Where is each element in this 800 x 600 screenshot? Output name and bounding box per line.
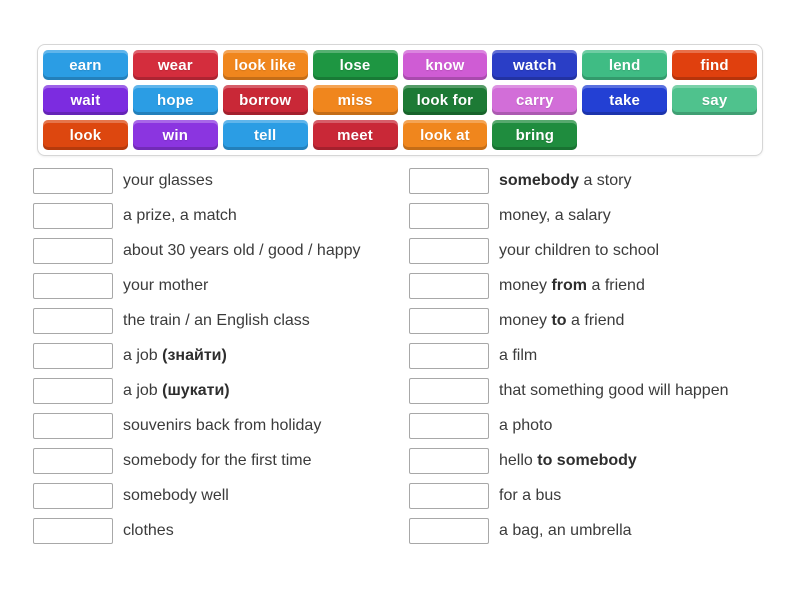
clue-text-segment: to <box>551 312 567 329</box>
clue-text-segment: a job <box>123 347 163 364</box>
answer-drop-zone[interactable] <box>33 448 113 474</box>
right-column <box>409 168 785 553</box>
clue-text <box>123 242 361 260</box>
clue-text-segment: your mother <box>123 277 209 294</box>
answer-drop-zone[interactable] <box>409 308 489 334</box>
word-bank-item[interactable]: find <box>672 50 757 80</box>
answer-drop-zone[interactable] <box>33 378 113 404</box>
match-row <box>33 343 409 369</box>
match-row <box>409 378 785 404</box>
answer-drop-zone[interactable] <box>33 518 113 544</box>
answer-drop-zone[interactable] <box>33 273 113 299</box>
match-row <box>409 483 785 509</box>
match-row <box>409 448 785 474</box>
word-bank-item[interactable]: tell <box>223 120 308 150</box>
clue-text-segment: that something good will happen <box>499 382 729 399</box>
clue-text-segment: a story <box>579 172 632 189</box>
match-row <box>33 168 409 194</box>
word-bank-item[interactable]: carry <box>492 85 577 115</box>
clue-text <box>123 347 227 365</box>
word-bank <box>37 44 763 156</box>
clue-text <box>123 382 230 400</box>
clue-text-segment: a prize, a match <box>123 207 237 224</box>
clue-text <box>499 417 552 435</box>
match-row <box>409 203 785 229</box>
clue-text-segment: hello <box>499 452 538 469</box>
match-row <box>33 413 409 439</box>
clue-text <box>499 172 631 190</box>
clue-text <box>499 487 561 505</box>
clue-text-segment: a friend <box>566 312 625 329</box>
match-row <box>33 483 409 509</box>
left-column <box>33 168 409 553</box>
clue-text-segment: somebody for the first time <box>123 452 312 469</box>
word-bank-row <box>43 120 757 150</box>
clue-text-segment: (шукати) <box>162 382 230 399</box>
clue-text-segment: for a bus <box>499 487 562 504</box>
word-bank-item[interactable]: say <box>672 85 757 115</box>
match-row <box>409 168 785 194</box>
clue-text-segment: money <box>499 277 552 294</box>
clue-text-segment: money <box>499 312 552 329</box>
clue-text-segment: souvenirs back from holiday <box>123 417 322 434</box>
match-row <box>33 308 409 334</box>
clue-text <box>123 312 310 330</box>
answer-drop-zone[interactable] <box>409 413 489 439</box>
answer-drop-zone[interactable] <box>409 203 489 229</box>
match-row <box>409 238 785 264</box>
match-row <box>409 308 785 334</box>
word-bank-item[interactable]: wait <box>43 85 128 115</box>
match-row <box>33 273 409 299</box>
answer-drop-zone[interactable] <box>33 343 113 369</box>
answer-drop-zone[interactable] <box>409 168 489 194</box>
word-bank-item[interactable]: lose <box>313 50 398 80</box>
clue-text <box>499 522 632 540</box>
answer-drop-zone[interactable] <box>33 238 113 264</box>
word-bank-row <box>43 85 757 115</box>
clue-text <box>123 452 312 470</box>
match-row <box>409 518 785 544</box>
word-bank-item[interactable]: win <box>133 120 218 150</box>
word-bank-item[interactable]: take <box>582 85 667 115</box>
clue-text <box>499 242 659 260</box>
clue-text <box>499 207 611 225</box>
clue-text-segment: a job <box>123 382 163 399</box>
clue-text <box>123 522 174 540</box>
word-bank-item[interactable]: look at <box>403 120 488 150</box>
word-bank-item[interactable]: look for <box>403 85 488 115</box>
clue-text-segment: a film <box>499 347 538 364</box>
match-row <box>409 413 785 439</box>
answer-drop-zone[interactable] <box>409 378 489 404</box>
word-bank-item[interactable]: lend <box>582 50 667 80</box>
clue-text-segment: from <box>551 277 588 294</box>
word-bank-item[interactable]: meet <box>313 120 398 150</box>
answer-drop-zone[interactable] <box>33 203 113 229</box>
answer-drop-zone[interactable] <box>409 518 489 544</box>
match-row <box>409 273 785 299</box>
clue-text-segment: somebody <box>499 172 580 189</box>
word-bank-item[interactable]: miss <box>313 85 398 115</box>
answer-drop-zone[interactable] <box>409 343 489 369</box>
word-bank-item[interactable]: look <box>43 120 128 150</box>
word-bank-item[interactable]: know <box>403 50 488 80</box>
clue-text-segment: your children to school <box>499 242 660 259</box>
word-bank-item[interactable]: hope <box>133 85 218 115</box>
clue-text-segment: the train / an English class <box>123 312 310 329</box>
clue-text <box>499 382 729 400</box>
answer-drop-zone[interactable] <box>409 448 489 474</box>
answer-drop-zone[interactable] <box>33 308 113 334</box>
word-bank-item[interactable]: bring <box>492 120 577 150</box>
match-row <box>33 238 409 264</box>
clue-text-segment: clothes <box>123 522 174 539</box>
clue-text-segment: a photo <box>499 417 553 434</box>
word-bank-item[interactable]: look like <box>223 50 308 80</box>
answer-drop-zone[interactable] <box>33 168 113 194</box>
match-row <box>33 448 409 474</box>
match-row <box>409 343 785 369</box>
answer-drop-zone[interactable] <box>409 273 489 299</box>
match-row <box>33 203 409 229</box>
word-bank-item[interactable]: borrow <box>223 85 308 115</box>
word-bank-item[interactable]: watch <box>492 50 577 80</box>
clue-text-segment: to somebody <box>537 452 637 469</box>
clue-text-segment: about 30 years old / good / happy <box>123 242 361 259</box>
match-row <box>33 518 409 544</box>
clue-text <box>123 172 213 190</box>
clue-text <box>499 277 645 295</box>
clue-text-segment: (знайти) <box>162 347 227 364</box>
clue-text <box>499 347 537 365</box>
word-bank-row <box>43 50 757 80</box>
match-row <box>33 378 409 404</box>
clue-text <box>499 452 637 470</box>
answer-drop-zone[interactable] <box>409 238 489 264</box>
clue-text-segment: a friend <box>587 277 645 294</box>
clue-text-segment: a bag, an umbrella <box>499 522 632 539</box>
answer-drop-zone[interactable] <box>33 413 113 439</box>
match-columns <box>0 168 800 553</box>
word-bank-item[interactable]: wear <box>133 50 218 80</box>
clue-text-segment: money, a salary <box>499 207 611 224</box>
clue-text <box>123 417 321 435</box>
clue-text-segment: somebody well <box>123 487 229 504</box>
clue-text <box>123 487 229 505</box>
clue-text <box>499 312 624 330</box>
clue-text <box>123 277 208 295</box>
clue-text-segment: your glasses <box>123 172 213 189</box>
clue-text <box>123 207 237 225</box>
word-bank-item[interactable]: earn <box>43 50 128 80</box>
answer-drop-zone[interactable] <box>409 483 489 509</box>
answer-drop-zone[interactable] <box>33 483 113 509</box>
